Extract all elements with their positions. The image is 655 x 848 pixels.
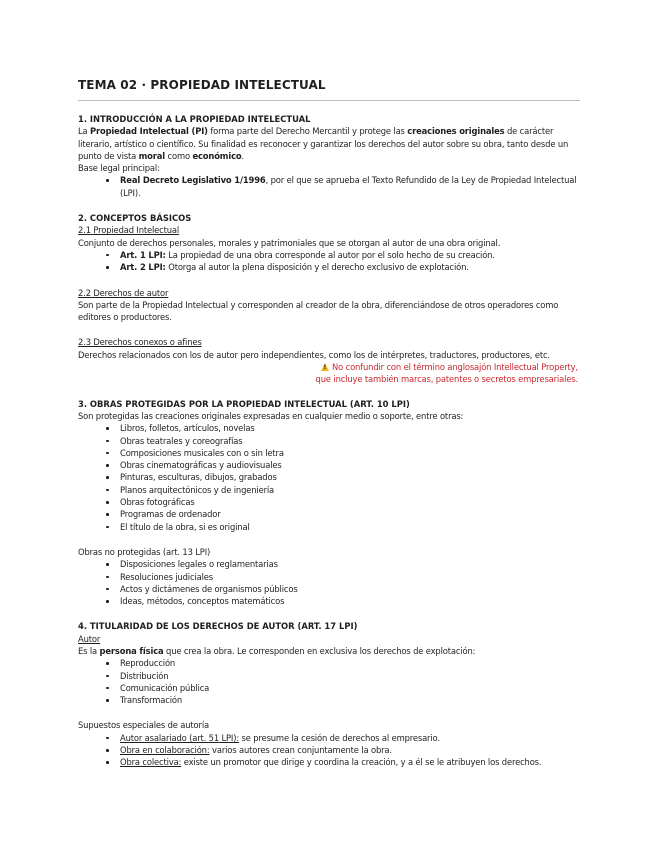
subsection-2-1-title: 2.1 Propiedad Intelectual (78, 225, 180, 236)
section-conceptos-basicos (78, 212, 580, 386)
list-item: Obras cinematográficas y audiovisuales (120, 459, 580, 471)
section-2-heading: 2. CONCEPTOS BÁSICOS (78, 213, 192, 224)
list-item: Distribución (120, 670, 580, 682)
subsection-2-3-title: 2.3 Derechos conexos o afines (78, 337, 202, 348)
subsection-2-3-text: Derechos relacionados con los de autor pero independientes, como los de intérpretes, traductores, productores, etc. (78, 349, 550, 360)
special-authorship-list (78, 732, 580, 769)
list-item: Programas de ordenador (120, 508, 580, 520)
section-titularidad (78, 620, 580, 768)
subsection-2-1-list (78, 249, 580, 274)
text-run: Obra colectiva: (120, 757, 182, 768)
list-item: Pinturas, esculturas, dibujos, grabados (120, 471, 580, 483)
list-item: Composiciones musicales con o sin letra (120, 447, 580, 459)
text-run: Es la (78, 645, 100, 656)
list-item: Libros, folletos, artículos, novelas (120, 422, 580, 434)
text-run: moral (138, 150, 165, 161)
text-run: que crea la obra. Le corresponden en exclusiva los derechos de explotación: (163, 645, 476, 656)
section-3-heading: 3. OBRAS PROTEGIDAS POR LA PROPIEDAD INTELECTUAL (ART. 10 LPI) (78, 398, 410, 409)
list-item (120, 732, 580, 744)
text-run: Art. 2 LPI: (120, 262, 166, 273)
base-legal-label: Base legal principal: (78, 163, 160, 174)
section-4-heading: 4. TITULARIDAD DE LOS DERECHOS DE AUTOR (ART. 17 LPI) (78, 621, 358, 632)
author-text (78, 645, 580, 657)
section-introduccion (78, 113, 580, 199)
list-item (120, 249, 580, 261)
protected-works-list (78, 422, 580, 533)
warning-note (78, 361, 580, 386)
list-item: Planos arquitectónicos y de ingeniería (120, 484, 580, 496)
list-item (120, 261, 580, 273)
section-obras-protegidas (78, 398, 580, 608)
list-item: Comunicación pública (120, 682, 580, 694)
list-item (120, 174, 580, 199)
text-run: , por el que se aprueba el Texto Refundido de la Ley de Propiedad Intelectual (LPI). (120, 175, 577, 198)
document-title: TEMA 02 · PROPIEDAD INTELECTUAL (78, 77, 580, 101)
special-authorship-label: Supuestos especiales de autoría (78, 720, 209, 731)
text-run: se presume la cesión de derechos al empresario. (239, 732, 440, 743)
text-run: Otorga al autor la plena disposición y el derecho exclusivo de explotación. (165, 262, 469, 273)
section-1-heading: 1. INTRODUCCIÓN A LA PROPIEDAD INTELECTUAL (78, 114, 311, 124)
author-subtitle: Autor (78, 633, 101, 644)
list-item: Transformación (120, 694, 580, 706)
subsection-2-2-text: Son parte de la Propiedad Intelectual y corresponden al creador de la obra, diferenciándose de otros operadores como editores o productores. (78, 299, 559, 323)
text-run: como (165, 150, 193, 161)
list-item: El título de la obra, si es original (120, 521, 580, 533)
text-run: La propiedad de una obra corresponde al autor por el solo hecho de su creación. (165, 249, 495, 260)
text-run: La (78, 126, 91, 137)
list-item: Reproducción (120, 657, 580, 669)
list-item: Ideas, métodos, conceptos matemáticos (120, 595, 580, 607)
list-item: Resoluciones judiciales (120, 571, 580, 583)
section-3-intro: Son protegidas las creaciones originales expresadas en cualquier medio o soporte, entre otras: (78, 410, 464, 421)
section-1-intro (78, 125, 580, 162)
list-item: Actos y dictámenes de organismos públicos (120, 583, 580, 595)
unprotected-works-list (78, 558, 580, 607)
warning-line-2: que incluye también marcas, patentes o secretos empresariales. (315, 374, 578, 385)
document-content (78, 77, 580, 769)
text-run: persona física (99, 645, 164, 656)
list-item (120, 744, 580, 756)
text-run: existe un promotor que dirige y coordina la creación, y a él se le atribuyen los derechos. (181, 757, 542, 768)
exploitation-rights-list (78, 657, 580, 706)
text-run: Art. 1 LPI: (120, 249, 166, 260)
text-run: Real Decreto Legislativo 1/1996 (120, 175, 266, 186)
text-run: forma parte del Derecho Mercantil y protege las (207, 126, 408, 137)
warning-line-1: !No confundir con el término anglosajón Intellectual Property, (78, 361, 578, 373)
text-run: varios autores crean conjuntamente la obra. (209, 745, 392, 756)
text-run: . (241, 150, 245, 161)
text-run: Autor asalariado (art. 51 LPI): (120, 732, 240, 743)
base-legal-list (78, 174, 580, 199)
text-run: económico (192, 150, 242, 161)
text-run: creaciones originales (407, 126, 505, 137)
unprotected-works-label: Obras no protegidas (art. 13 LPI) (78, 546, 211, 557)
list-item: Obras fotográficas (120, 496, 580, 508)
list-item: Obras teatrales y coreografías (120, 435, 580, 447)
subsection-2-2-title: 2.2 Derechos de autor (78, 287, 169, 298)
list-item: Disposiciones legales o reglamentarias (120, 558, 580, 570)
warning-icon (321, 363, 329, 371)
text-run: de carácter literario, artístico o científico. Su finalidad es reconocer y garantizar los derechos del autor sobre su obra, tanto desde un punto de vista (78, 126, 569, 161)
text-run: Propiedad Intelectual (PI) (90, 126, 208, 137)
list-item (120, 756, 580, 768)
text-run: Obra en colaboración: (120, 745, 210, 756)
subsection-2-1-text: Conjunto de derechos personales, morales y patrimoniales que se otorgan al autor de una obra original. (78, 237, 501, 248)
